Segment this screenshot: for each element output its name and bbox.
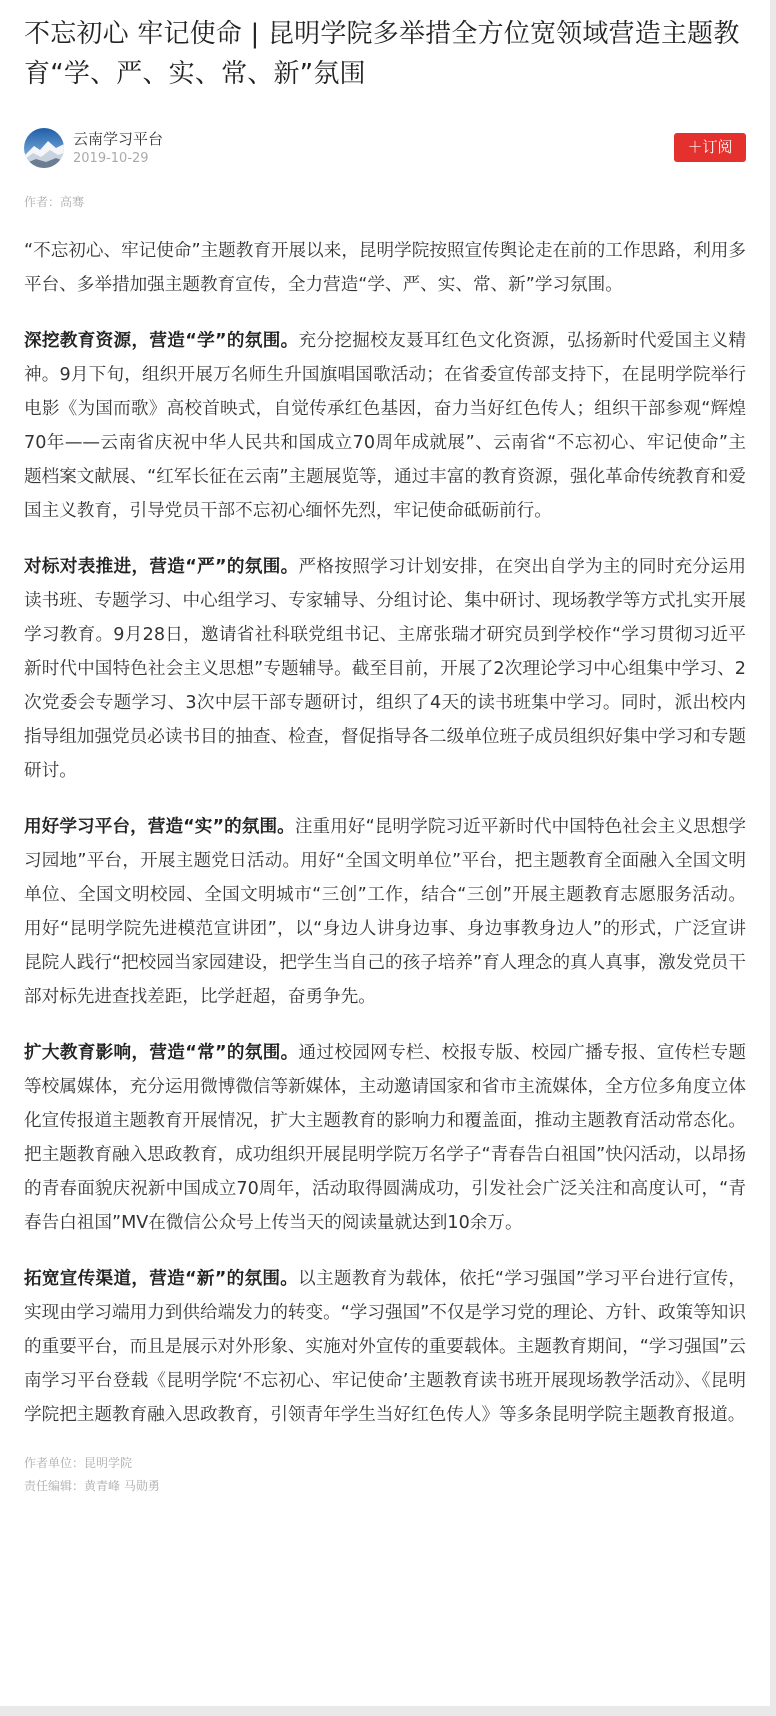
article-title: 不忘初心 牢记使命 | 昆明学院多举措全方位宽领域营造主题教育“学、严、实、常、新”氛围 [24, 19, 740, 89]
section-paragraph [24, 550, 746, 788]
section-body: 严格按照学习计划安排，在突出自学为主的同时充分运用读书班、专题学习、中心组学习、专家辅导、分组讨论、集中研讨、现场教学等方式扎实开展学习教育。9月28日，邀请省社科联党组书记、主席张瑞才研究员到学校作“学习贯彻习近平新时代中国特色社会主义思想”专题辅导。截至目前，开展了2次理论学习中心组集中学习、2次党委会专题学习、3次中层干部专题研讨，组织了4天的读书班集中学习。同时，派出校内指导组加强党员必读书目的抽查、检查，督促指导各二级单位班子成员组织好集中学习和专题研讨。 [24, 557, 746, 781]
responsible-editor: 责任编辑：黄青峰 马勋勇 [24, 1479, 160, 1493]
author-byline: 作者：高骞 [24, 195, 85, 209]
author-row [24, 128, 746, 178]
section-paragraph [24, 1262, 746, 1432]
article-body [24, 234, 746, 1432]
publish-date: 2019-10-29 [73, 151, 149, 166]
section-heading: 深挖教育资源，营造“学”的氛围。 [24, 331, 299, 351]
section-paragraph [24, 1036, 746, 1240]
section-body: 以主题教育为载体，依托“学习强国”学习平台进行宣传，实现由学习端用力到供给端发力的转变。“学习强国”不仅是学习党的理论、方针、政策等知识的重要平台，而且是展示对外形象、实施对外宣传的重要载体。主题教育期间，“学习强国”云南学习平台登载《昆明学院‘不忘初心、牢记使命’主题教育读书班开展现场教学活动》、《昆明学院把主题教育融入思政教育，引领青年学生当好红色传人》等多条昆明学院主题教育报道。 [24, 1269, 746, 1425]
section-body: 充分挖掘校友聂耳红色文化资源，弘扬新时代爱国主义精神。9月下旬，组织开展万名师生升国旗唱国歌活动；在省委宣传部支持下，在昆明学院举行电影《为国而歌》高校首映式，自觉传承红色基因，奋力当好红色传人；组织干部参观“辉煌70年——云南省庆祝中华人民共和国成立70周年成就展”、云南省“不忘初心、牢记使命”主题档案文献展、“红军长征在云南”主题展览等，通过丰富的教育资源，强化革命传统教育和爱国主义教育，引导党员干部不忘初心缅怀先烈，牢记使命砥砺前行。 [24, 331, 746, 521]
section-heading: 拓宽宣传渠道，营造“新”的氛围。 [24, 1269, 299, 1289]
intro-paragraph: “不忘初心、牢记使命”主题教育开展以来，昆明学院按照宣传舆论走在前的工作思路，利用多平台、多举措加强主题教育宣传，全力营造“学、严、实、常、新”学习氛围。 [24, 241, 746, 295]
section-paragraph [24, 810, 746, 1014]
author-unit: 作者单位：昆明学院 [24, 1456, 133, 1470]
section-paragraph [24, 324, 746, 528]
subscribe-button[interactable]: ＋订阅 [674, 133, 746, 162]
section-body: 通过校园网专栏、校报专版、校园广播专报、宣传栏专题等校属媒体，充分运用微博微信等新媒体，主动邀请国家和省市主流媒体，全方位多角度立体化宣传报道主题教育开展情况，扩大主题教育的影响力和覆盖面，推动主题教育活动常态化。把主题教育融入思政教育，成功组织开展昆明学院万名学子“青春告白祖国”快闪活动，以昂扬的青春面貌庆祝新中国成立70周年，活动取得圆满成功，引发社会广泛关注和高度认可，“青春告白祖国”MV在微信公众号上传当天的阅读量就达到10余万。 [24, 1043, 746, 1233]
section-heading: 用好学习平台，营造“实”的氛围。 [24, 817, 295, 837]
mountain-avatar-icon[interactable] [24, 128, 64, 168]
section-heading: 扩大教育影响，营造“常”的氛围。 [24, 1043, 299, 1063]
article-footer [24, 1452, 746, 1498]
section-body: 注重用好“昆明学院习近平新时代中国特色社会主义思想学习园地”平台，开展主题党日活动。用好“全国文明单位”平台，把主题教育全面融入全国文明单位、全国文明校园、全国文明城市“三创”工作，结合“三创”开展主题教育志愿服务活动。用好“昆明学院先进模范宣讲团”，以“身边人讲身边事、身边事教身边人”的形式，广泛宣讲昆院人践行“把校园当家园建设，把学生当自己的孩子培养”育人理念的真人真事，激发党员干部对标先进查找差距，比学赶超，奋勇争先。 [24, 817, 746, 1007]
section-heading: 对标对表推进，营造“严”的氛围。 [24, 557, 299, 577]
source-name[interactable]: 云南学习平台 [73, 130, 164, 148]
